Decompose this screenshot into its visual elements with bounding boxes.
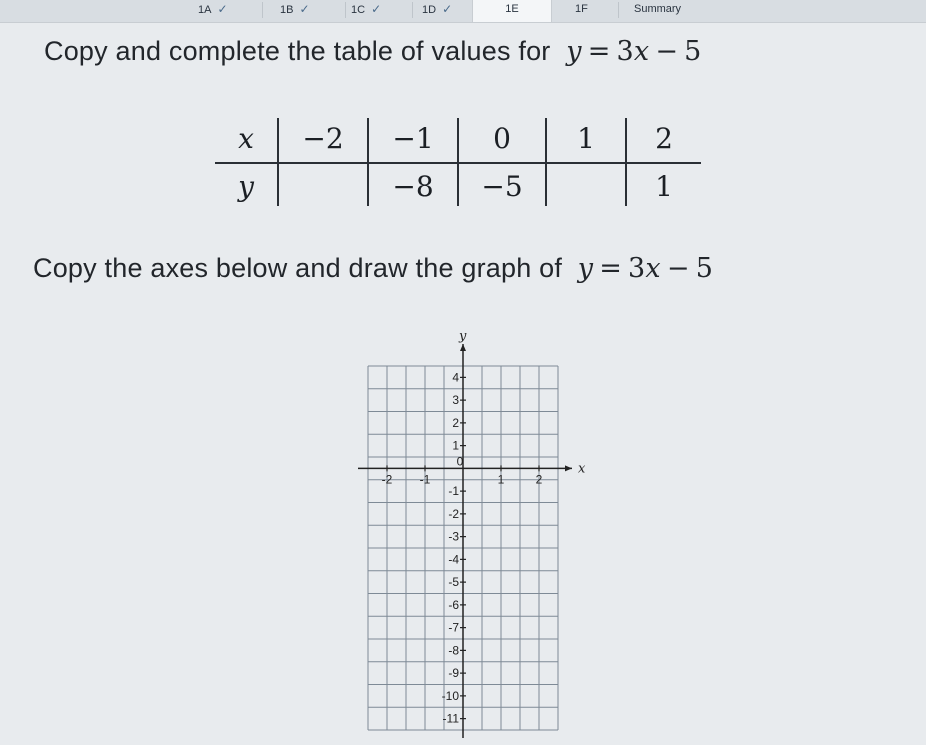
tab-label: 1C bbox=[351, 4, 366, 16]
equation-equals: = bbox=[599, 253, 623, 284]
y-value-cell-empty[interactable] bbox=[279, 164, 367, 210]
y-tick-label: 3 bbox=[452, 393, 459, 408]
graph-svg[interactable] bbox=[330, 330, 590, 740]
y-tick-label: -7 bbox=[448, 620, 459, 635]
equation-variable: x bbox=[645, 253, 661, 284]
equation-equals: = bbox=[587, 36, 611, 67]
y-tick-label: 1 bbox=[452, 438, 459, 453]
tab-label: 1B bbox=[280, 4, 294, 16]
y-tick-label: -11 bbox=[442, 711, 459, 726]
x-axis-arrow bbox=[565, 465, 572, 471]
x-value-cell: 0 bbox=[493, 122, 511, 155]
x-tick-label: -1 bbox=[419, 472, 431, 487]
y-header-cell: y bbox=[238, 170, 254, 203]
tab-divider bbox=[412, 2, 413, 18]
tab-1c[interactable] bbox=[351, 0, 411, 22]
tab-label: Summary bbox=[634, 3, 682, 15]
x-tick-label: -2 bbox=[381, 472, 393, 487]
equation-variable: x bbox=[633, 36, 650, 67]
equation-operator: − bbox=[666, 253, 690, 284]
x-tick-label: 1 bbox=[497, 472, 505, 487]
y-tick-label: -6 bbox=[448, 597, 459, 612]
tab-label: 1F bbox=[575, 3, 588, 15]
y-tick-label: -9 bbox=[448, 666, 459, 681]
equation bbox=[578, 253, 713, 284]
table-divider bbox=[625, 118, 627, 206]
question-1-prompt: Copy and complete the table of values for bbox=[44, 36, 551, 66]
question-1-text bbox=[44, 36, 702, 67]
check-icon: ✓ bbox=[442, 2, 453, 16]
x-value-cell: −2 bbox=[302, 122, 344, 155]
tab-1e[interactable] bbox=[472, 0, 552, 22]
x-axis-label: x bbox=[578, 461, 586, 477]
y-value-cell-empty[interactable] bbox=[547, 164, 625, 210]
x-value-cell: −1 bbox=[392, 122, 434, 155]
y-tick-label: -1 bbox=[448, 484, 459, 499]
question-2-prompt: Copy the axes below and draw the graph of bbox=[33, 253, 563, 283]
table-divider bbox=[545, 118, 547, 206]
tab-label: 1D bbox=[422, 4, 437, 16]
tab-label: 1E bbox=[505, 3, 519, 15]
check-icon: ✓ bbox=[371, 2, 382, 16]
equation-constant: 5 bbox=[684, 36, 702, 67]
y-axis-arrow bbox=[460, 344, 466, 351]
check-icon: ✓ bbox=[299, 2, 310, 16]
table-divider bbox=[457, 118, 459, 206]
tab-divider bbox=[618, 2, 619, 18]
y-value-cell: −8 bbox=[392, 170, 434, 203]
equation-lhs: y bbox=[566, 36, 582, 67]
y-tick-label: -10 bbox=[441, 688, 459, 703]
tab-summary[interactable] bbox=[634, 0, 714, 22]
x-value-cell: 2 bbox=[655, 122, 673, 155]
tab-bar bbox=[0, 0, 926, 23]
origin-label: 0 bbox=[456, 454, 464, 469]
equation-constant: 5 bbox=[695, 253, 714, 284]
y-tick-label: -4 bbox=[448, 552, 459, 567]
y-tick-label: 2 bbox=[452, 415, 459, 430]
table-of-values bbox=[215, 112, 701, 208]
equation bbox=[566, 36, 701, 67]
check-icon: ✓ bbox=[217, 2, 228, 16]
tab-divider bbox=[345, 2, 346, 18]
tab-1a[interactable] bbox=[198, 0, 258, 22]
tab-divider bbox=[262, 2, 263, 18]
y-tick-label: -8 bbox=[448, 643, 459, 658]
table-divider bbox=[367, 118, 369, 206]
y-value-cell: 1 bbox=[655, 170, 673, 203]
table-divider bbox=[277, 118, 279, 206]
graph-axes[interactable] bbox=[330, 330, 590, 740]
tab-1f[interactable] bbox=[575, 0, 615, 22]
x-header-cell: x bbox=[238, 122, 254, 155]
equation-coefficient: 3 bbox=[616, 36, 634, 67]
equation-lhs: y bbox=[577, 253, 594, 284]
equation-coefficient: 3 bbox=[628, 253, 646, 284]
y-tick-label: 4 bbox=[452, 370, 459, 385]
equation-operator: − bbox=[655, 36, 679, 67]
tab-1b[interactable] bbox=[280, 0, 340, 22]
y-value-cell: −5 bbox=[481, 170, 523, 203]
x-value-cell: 1 bbox=[577, 122, 595, 155]
y-tick-label: -3 bbox=[448, 529, 459, 544]
y-tick-label: -2 bbox=[448, 506, 459, 521]
question-2-text bbox=[33, 253, 713, 284]
y-axis-label: y bbox=[459, 330, 467, 344]
tab-label: 1A bbox=[198, 4, 212, 16]
x-tick-label: 2 bbox=[535, 472, 543, 487]
y-tick-label: -5 bbox=[448, 575, 459, 590]
